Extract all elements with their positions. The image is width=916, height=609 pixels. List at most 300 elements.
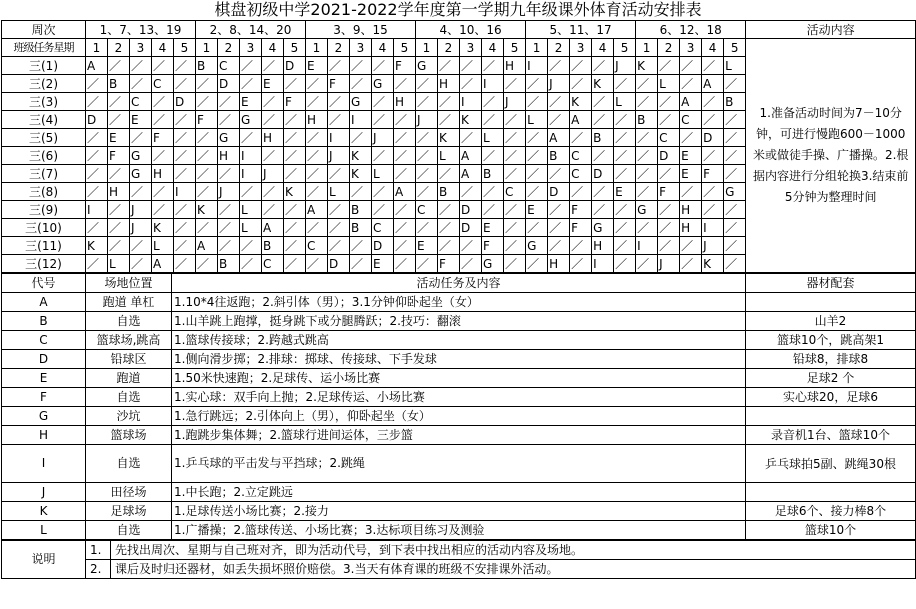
class-label: 三(7) bbox=[2, 165, 86, 183]
schedule-cell: E bbox=[372, 255, 394, 273]
day-number: 2 bbox=[658, 39, 680, 57]
schedule-cell: ／ bbox=[394, 237, 416, 255]
schedule-cell: J bbox=[372, 129, 394, 147]
schedule-cell: L bbox=[240, 219, 262, 237]
schedule-cell: A bbox=[86, 57, 108, 75]
day-number: 4 bbox=[262, 39, 284, 57]
schedule-cell: ／ bbox=[724, 147, 746, 165]
schedule-cell: ／ bbox=[416, 165, 438, 183]
schedule-cell: ／ bbox=[284, 111, 306, 129]
activity-equipment bbox=[746, 483, 916, 502]
schedule-cell: G bbox=[724, 183, 746, 201]
schedule-cell: ／ bbox=[680, 57, 702, 75]
schedule-cell: ／ bbox=[130, 237, 152, 255]
schedule-cell: A bbox=[306, 201, 328, 219]
schedule-cell: ／ bbox=[702, 183, 724, 201]
schedule-cell: ／ bbox=[548, 93, 570, 111]
schedule-cell: H bbox=[548, 255, 570, 273]
schedule-cell: ／ bbox=[658, 201, 680, 219]
schedule-cell: I bbox=[636, 237, 658, 255]
schedule-cell: K bbox=[570, 93, 592, 111]
activity-code: A bbox=[2, 293, 86, 312]
schedule-cell: E bbox=[240, 93, 262, 111]
class-label: 三(11) bbox=[2, 237, 86, 255]
schedule-cell: A bbox=[548, 129, 570, 147]
schedule-cell: ／ bbox=[130, 255, 152, 273]
schedule-cell: ／ bbox=[570, 255, 592, 273]
day-number: 5 bbox=[174, 39, 196, 57]
schedule-cell: ／ bbox=[108, 57, 130, 75]
schedule-cell: ／ bbox=[614, 219, 636, 237]
schedule-cell: ／ bbox=[592, 147, 614, 165]
day-number: 1 bbox=[526, 39, 548, 57]
activity-row bbox=[2, 312, 916, 331]
schedule-cell: C bbox=[570, 165, 592, 183]
activity-code: H bbox=[2, 426, 86, 445]
schedule-cell: L bbox=[614, 93, 636, 111]
activity-code: C bbox=[2, 331, 86, 350]
class-label: 三(9) bbox=[2, 201, 86, 219]
schedule-cell: F bbox=[152, 129, 174, 147]
activity-venue: 自选 bbox=[86, 445, 172, 483]
schedule-cell: ／ bbox=[240, 75, 262, 93]
day-number: 3 bbox=[240, 39, 262, 57]
schedule-cell: F bbox=[394, 57, 416, 75]
schedule-cell: ／ bbox=[372, 147, 394, 165]
schedule-cell: ／ bbox=[174, 237, 196, 255]
schedule-cell: ／ bbox=[702, 201, 724, 219]
schedule-cell: I bbox=[328, 129, 350, 147]
schedule-cell: ／ bbox=[526, 147, 548, 165]
activity-venue: 自选 bbox=[86, 312, 172, 331]
schedule-cell: ／ bbox=[196, 147, 218, 165]
schedule-cell: D bbox=[328, 255, 350, 273]
schedule-cell: D bbox=[460, 201, 482, 219]
activity-row bbox=[2, 369, 916, 388]
schedule-cell: I bbox=[460, 93, 482, 111]
schedule-cell: B bbox=[196, 57, 218, 75]
schedule-cell: ／ bbox=[504, 75, 526, 93]
activity-task: 1.跑跳步集体舞；2.篮球行进间运体，三步篮 bbox=[172, 426, 746, 445]
schedule-cell: F bbox=[570, 219, 592, 237]
schedule-cell: ／ bbox=[394, 147, 416, 165]
schedule-cell: ／ bbox=[196, 165, 218, 183]
schedule-cell: L bbox=[152, 237, 174, 255]
header-equipment: 器材配套 bbox=[746, 274, 916, 293]
schedule-cell: E bbox=[680, 147, 702, 165]
schedule-cell: ／ bbox=[262, 201, 284, 219]
schedule-cell: C bbox=[570, 147, 592, 165]
schedule-cell: ／ bbox=[460, 75, 482, 93]
schedule-cell: ／ bbox=[438, 111, 460, 129]
activity-task: 1.广播操；2.篮球传送、小场比赛；3.达标项目练习及测验 bbox=[172, 521, 746, 540]
schedule-cell: ／ bbox=[724, 255, 746, 273]
note-number: 1. bbox=[86, 541, 111, 560]
schedule-cell: ／ bbox=[306, 165, 328, 183]
schedule-cell: ／ bbox=[680, 237, 702, 255]
schedule-cell: ／ bbox=[702, 147, 724, 165]
schedule-cell: ／ bbox=[394, 111, 416, 129]
schedule-cell: ／ bbox=[284, 201, 306, 219]
schedule-cell: ／ bbox=[86, 147, 108, 165]
schedule-cell: ／ bbox=[636, 255, 658, 273]
schedule-cell: ／ bbox=[724, 111, 746, 129]
header-code: 代号 bbox=[2, 274, 86, 293]
schedule-cell: B bbox=[592, 129, 614, 147]
schedule-cell: ／ bbox=[218, 93, 240, 111]
note-text: 课后及时归还器材，如丢失损坏照价赔偿。3.当天有体育课的班级不安排课外活动。 bbox=[111, 560, 916, 579]
schedule-cell: I bbox=[240, 165, 262, 183]
schedule-cell: ／ bbox=[284, 255, 306, 273]
schedule-cell: ／ bbox=[482, 183, 504, 201]
day-number: 4 bbox=[702, 39, 724, 57]
schedule-cell: ／ bbox=[592, 183, 614, 201]
class-label: 三(3) bbox=[2, 93, 86, 111]
schedule-cell: ／ bbox=[504, 255, 526, 273]
schedule-cell: ／ bbox=[86, 75, 108, 93]
schedule-cell: J bbox=[130, 219, 152, 237]
day-number: 2 bbox=[328, 39, 350, 57]
day-number: 5 bbox=[504, 39, 526, 57]
day-number: 1 bbox=[86, 39, 108, 57]
activity-code: K bbox=[2, 502, 86, 521]
day-number: 3 bbox=[130, 39, 152, 57]
schedule-cell: ／ bbox=[218, 201, 240, 219]
schedule-cell: J bbox=[218, 183, 240, 201]
schedule-cell: ／ bbox=[416, 129, 438, 147]
schedule-cell: ／ bbox=[284, 75, 306, 93]
schedule-cell: ／ bbox=[350, 183, 372, 201]
activity-row bbox=[2, 502, 916, 521]
day-number: 5 bbox=[394, 39, 416, 57]
schedule-cell: ／ bbox=[614, 111, 636, 129]
schedule-cell: ／ bbox=[460, 183, 482, 201]
schedule-cell: E bbox=[306, 57, 328, 75]
schedule-cell: ／ bbox=[174, 147, 196, 165]
schedule-cell: ／ bbox=[636, 219, 658, 237]
class-label: 三(10) bbox=[2, 219, 86, 237]
schedule-cell: B bbox=[350, 201, 372, 219]
schedule-cell: H bbox=[108, 183, 130, 201]
schedule-cell: ／ bbox=[174, 255, 196, 273]
schedule-cell: ／ bbox=[416, 255, 438, 273]
schedule-cell: ／ bbox=[328, 201, 350, 219]
schedule-cell: ／ bbox=[86, 129, 108, 147]
schedule-cell: ／ bbox=[658, 237, 680, 255]
schedule-cell: B bbox=[108, 75, 130, 93]
schedule-cell: E bbox=[680, 165, 702, 183]
schedule-cell: ／ bbox=[196, 219, 218, 237]
schedule-cell: ／ bbox=[240, 57, 262, 75]
schedule-cell: ／ bbox=[218, 219, 240, 237]
schedule-cell: C bbox=[262, 255, 284, 273]
schedule-cell: ／ bbox=[130, 57, 152, 75]
schedule-cell: G bbox=[636, 201, 658, 219]
schedule-cell: ／ bbox=[460, 255, 482, 273]
schedule-cell: I bbox=[482, 75, 504, 93]
class-label: 三(6) bbox=[2, 147, 86, 165]
schedule-cell: ／ bbox=[570, 129, 592, 147]
schedule-cell: ／ bbox=[196, 93, 218, 111]
day-number: 5 bbox=[724, 39, 746, 57]
schedule-cell: H bbox=[218, 147, 240, 165]
activity-venue: 篮球场 bbox=[86, 426, 172, 445]
schedule-cell: ／ bbox=[438, 201, 460, 219]
schedule-cell: ／ bbox=[394, 201, 416, 219]
schedule-cell: H bbox=[592, 237, 614, 255]
schedule-cell: ／ bbox=[636, 183, 658, 201]
activity-task: 1.中长跑；2.立定跳远 bbox=[172, 483, 746, 502]
activity-task: 1.50米快速跑；2.足球传、运小场比赛 bbox=[172, 369, 746, 388]
schedule-cell: ／ bbox=[482, 111, 504, 129]
schedule-cell: ／ bbox=[526, 219, 548, 237]
schedule-cell: ／ bbox=[86, 165, 108, 183]
activities-header bbox=[2, 274, 916, 293]
schedule-cell: F bbox=[284, 93, 306, 111]
schedule-cell: ／ bbox=[702, 93, 724, 111]
schedule-cell: D bbox=[218, 75, 240, 93]
schedule-cell: ／ bbox=[218, 237, 240, 255]
schedule-cell: ／ bbox=[526, 93, 548, 111]
activity-venue: 跑道 单杠 bbox=[86, 293, 172, 312]
schedule-cell: ／ bbox=[438, 219, 460, 237]
schedule-cell: I bbox=[350, 111, 372, 129]
schedule-cell: L bbox=[526, 111, 548, 129]
schedule-cell: ／ bbox=[438, 237, 460, 255]
schedule-cell: D bbox=[702, 129, 724, 147]
schedule-cell: G bbox=[130, 147, 152, 165]
header-task: 活动任务及内容 bbox=[172, 274, 746, 293]
schedule-cell: ／ bbox=[328, 237, 350, 255]
schedule-cell: ／ bbox=[306, 219, 328, 237]
schedule-cell: ／ bbox=[284, 129, 306, 147]
activity-equipment: 录音机1台、篮球10个 bbox=[746, 426, 916, 445]
schedule-cell: ／ bbox=[328, 165, 350, 183]
class-label: 三(8) bbox=[2, 183, 86, 201]
schedule-cell: ／ bbox=[152, 147, 174, 165]
schedule-cell: G bbox=[592, 219, 614, 237]
schedule-cell: ／ bbox=[548, 57, 570, 75]
schedule-cell: ／ bbox=[504, 111, 526, 129]
schedule-cell: K bbox=[592, 75, 614, 93]
schedule-cell: ／ bbox=[658, 165, 680, 183]
activity-task: 1.篮球传接球；2.跨越式跳高 bbox=[172, 331, 746, 350]
note-text: 先找出周次、星期与自己班对齐，即为活动代号，到下表中找出相应的活动内容及场地。 bbox=[111, 541, 916, 560]
schedule-cell: D bbox=[372, 237, 394, 255]
activity-equipment: 实心球20，足球6 bbox=[746, 388, 916, 407]
activity-equipment: 山羊2 bbox=[746, 312, 916, 331]
activity-venue: 铅球区 bbox=[86, 350, 172, 369]
schedule-cell: ／ bbox=[570, 183, 592, 201]
schedule-cell: C bbox=[680, 111, 702, 129]
schedule-cell: H bbox=[438, 75, 460, 93]
schedule-cell: ／ bbox=[614, 165, 636, 183]
schedule-cell: E bbox=[416, 237, 438, 255]
day-number: 2 bbox=[218, 39, 240, 57]
activity-equipment: 篮球10个 bbox=[746, 521, 916, 540]
schedule-cell: ／ bbox=[504, 129, 526, 147]
schedule-cell: ／ bbox=[394, 129, 416, 147]
schedule-cell: L bbox=[108, 255, 130, 273]
day-number: 4 bbox=[372, 39, 394, 57]
schedule-cell: A bbox=[680, 93, 702, 111]
schedule-cell: ／ bbox=[460, 237, 482, 255]
schedule-cell: D bbox=[460, 219, 482, 237]
schedule-cell: J bbox=[504, 93, 526, 111]
schedule-cell: C bbox=[658, 129, 680, 147]
schedule-cell: K bbox=[86, 237, 108, 255]
schedule-cell: H bbox=[394, 93, 416, 111]
schedule-cell: ／ bbox=[350, 57, 372, 75]
schedule-cell: ／ bbox=[196, 183, 218, 201]
schedule-cell: K bbox=[196, 201, 218, 219]
schedule-cell: ／ bbox=[130, 129, 152, 147]
schedule-cell: ／ bbox=[724, 219, 746, 237]
day-number: 5 bbox=[284, 39, 306, 57]
activity-row bbox=[2, 331, 916, 350]
activity-equipment: 足球6个、接力棒8个 bbox=[746, 502, 916, 521]
schedule-cell: ／ bbox=[130, 183, 152, 201]
activity-equipment: 铅球8，排球8 bbox=[746, 350, 916, 369]
day-number: 3 bbox=[460, 39, 482, 57]
day-number: 4 bbox=[482, 39, 504, 57]
schedule-cell: ／ bbox=[724, 165, 746, 183]
activity-code: D bbox=[2, 350, 86, 369]
schedule-cell: ／ bbox=[350, 237, 372, 255]
schedule-cell: ／ bbox=[262, 147, 284, 165]
day-number: 3 bbox=[680, 39, 702, 57]
schedule-cell: A bbox=[262, 219, 284, 237]
schedule-cell: E bbox=[108, 129, 130, 147]
schedule-cell: ／ bbox=[526, 129, 548, 147]
schedule-cell: K bbox=[350, 147, 372, 165]
activity-code: E bbox=[2, 369, 86, 388]
schedule-cell: ／ bbox=[262, 111, 284, 129]
schedule-cell: ／ bbox=[262, 183, 284, 201]
schedule-cell: ／ bbox=[240, 237, 262, 255]
schedule-cell: ／ bbox=[306, 129, 328, 147]
schedule-cell: A bbox=[702, 75, 724, 93]
class-label: 三(1) bbox=[2, 57, 86, 75]
schedule-cell: ／ bbox=[636, 165, 658, 183]
schedule-cell: ／ bbox=[262, 57, 284, 75]
week-label: 周次 bbox=[2, 21, 86, 39]
schedule-cell: K bbox=[284, 183, 306, 201]
schedule-cell: ／ bbox=[548, 165, 570, 183]
activity-equipment: 足球2 个 bbox=[746, 369, 916, 388]
schedule-cell: ／ bbox=[108, 165, 130, 183]
schedule-cell: ／ bbox=[284, 147, 306, 165]
schedule-cell: ／ bbox=[526, 75, 548, 93]
page-title: 棋盘初级中学2021-2022学年度第一学期九年级课外体育活动安排表 bbox=[214, 0, 702, 19]
schedule-cell: J bbox=[416, 111, 438, 129]
schedule-cell: ／ bbox=[592, 201, 614, 219]
corner-label: 班级任务星期 bbox=[2, 39, 86, 57]
schedule-cell: F bbox=[108, 147, 130, 165]
schedule-cell: ／ bbox=[460, 129, 482, 147]
schedule-cell: H bbox=[504, 57, 526, 75]
schedule-cell: A bbox=[460, 147, 482, 165]
schedule-cell: ／ bbox=[592, 57, 614, 75]
schedule-cell: L bbox=[482, 129, 504, 147]
schedule-cell: G bbox=[218, 129, 240, 147]
class-label: 三(12) bbox=[2, 255, 86, 273]
day-number: 1 bbox=[636, 39, 658, 57]
schedule-cell: ／ bbox=[636, 75, 658, 93]
schedule-cell: B bbox=[548, 147, 570, 165]
schedule-cell: ／ bbox=[350, 129, 372, 147]
schedule-cell: ／ bbox=[306, 93, 328, 111]
schedule-cell: ／ bbox=[328, 111, 350, 129]
schedule-cell: H bbox=[680, 219, 702, 237]
activity-row bbox=[2, 350, 916, 369]
schedule-cell: ／ bbox=[306, 255, 328, 273]
schedule-cell: K bbox=[438, 129, 460, 147]
activity-task: 1.足球传送小场比赛；2.接力 bbox=[172, 502, 746, 521]
activity-equipment: 篮球10个，跳高架1 bbox=[746, 331, 916, 350]
schedule-cell: ／ bbox=[724, 129, 746, 147]
schedule-table bbox=[1, 20, 916, 273]
schedule-cell: E bbox=[482, 219, 504, 237]
schedule-cell: ／ bbox=[328, 93, 350, 111]
schedule-cell: ／ bbox=[152, 57, 174, 75]
activity-task: 1.侧向滑步掷；2.排球：掷球、传接球、下手发球 bbox=[172, 350, 746, 369]
schedule-cell: D bbox=[174, 93, 196, 111]
schedule-cell: ／ bbox=[196, 75, 218, 93]
schedule-cell: J bbox=[548, 75, 570, 93]
schedule-cell: ／ bbox=[108, 219, 130, 237]
schedule-cell: ／ bbox=[108, 93, 130, 111]
schedule-cell: J bbox=[658, 255, 680, 273]
schedule-cell: ／ bbox=[548, 111, 570, 129]
day-number: 4 bbox=[152, 39, 174, 57]
activity-code: B bbox=[2, 312, 86, 331]
class-label: 三(5) bbox=[2, 129, 86, 147]
schedule-cell: D bbox=[592, 165, 614, 183]
schedule-cell: ／ bbox=[108, 237, 130, 255]
activity-row bbox=[2, 407, 916, 426]
schedule-cell: ／ bbox=[306, 183, 328, 201]
activity-venue: 自选 bbox=[86, 388, 172, 407]
schedule-header-weeks bbox=[2, 21, 916, 39]
schedule-cell: G bbox=[130, 165, 152, 183]
schedule-cell: ／ bbox=[152, 183, 174, 201]
schedule-cell: F bbox=[570, 201, 592, 219]
activity-code: L bbox=[2, 521, 86, 540]
activity-task: 1.乒乓球的平击发与平挡球；2.跳绳 bbox=[172, 445, 746, 483]
schedule-cell: ／ bbox=[504, 147, 526, 165]
schedule-cell: ／ bbox=[614, 147, 636, 165]
schedule-cell: ／ bbox=[284, 219, 306, 237]
schedule-cell: ／ bbox=[328, 57, 350, 75]
schedule-cell: H bbox=[262, 129, 284, 147]
week-group: 3、9、15 bbox=[306, 21, 416, 39]
schedule-cell: C bbox=[372, 219, 394, 237]
schedule-cell: I bbox=[86, 201, 108, 219]
schedule-cell: ／ bbox=[570, 237, 592, 255]
schedule-cell: ／ bbox=[174, 57, 196, 75]
schedule-cell: ／ bbox=[482, 147, 504, 165]
schedule-cell: G bbox=[416, 57, 438, 75]
schedule-cell: D bbox=[548, 183, 570, 201]
schedule-cell: ／ bbox=[482, 201, 504, 219]
schedule-cell: J bbox=[702, 237, 724, 255]
schedule-cell: ／ bbox=[394, 165, 416, 183]
activity-row bbox=[2, 426, 916, 445]
class-label: 三(4) bbox=[2, 111, 86, 129]
schedule-cell: ／ bbox=[86, 255, 108, 273]
activity-equipment bbox=[746, 293, 916, 312]
